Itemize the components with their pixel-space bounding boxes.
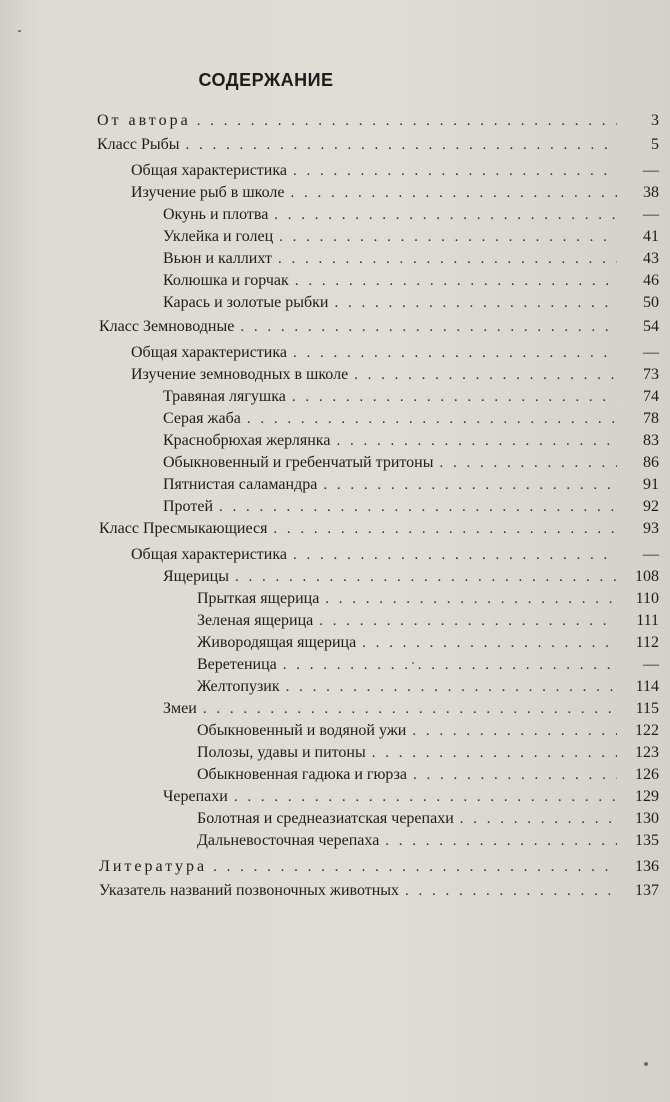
leader-dots (247, 408, 617, 430)
leader-dots (240, 316, 617, 338)
toc-entry-label: Болотная и среднеазиатская черепахи (197, 810, 454, 827)
toc-entry (197, 764, 659, 786)
leader-dots (213, 856, 617, 878)
toc-entry-label: Веретеница (197, 656, 277, 673)
toc-entry-label: Уклейка и голец (163, 228, 274, 245)
leader-dots (186, 134, 618, 156)
toc-entry (99, 518, 659, 540)
toc-entry (197, 588, 659, 610)
toc-entry (163, 270, 659, 292)
leader-dots (293, 160, 617, 182)
leader-dots (336, 430, 617, 452)
toc-entry-label: Пятнистая саламандра (163, 476, 318, 493)
leader-dots (385, 830, 617, 852)
toc-entry-page: 123 (635, 744, 659, 761)
toc-entry-label: Общая характеристика (131, 344, 287, 361)
page-title: СОДЕРЖАНИЕ (198, 70, 334, 90)
toc-entry-label: Литература (99, 858, 208, 875)
toc-entry-page: 122 (635, 722, 659, 739)
toc-entry-label: Ящерицы (163, 568, 229, 585)
toc-entry-page: 41 (643, 228, 659, 245)
toc-entry-page: 111 (636, 612, 659, 629)
toc-entry-page: 3 (651, 112, 659, 129)
toc-entry-page: — (643, 656, 659, 673)
toc-entry-page: 91 (643, 476, 659, 493)
toc-entry (163, 786, 659, 808)
toc-entry-label: Общая характеристика (131, 546, 287, 563)
toc-entry-page: 43 (643, 250, 659, 267)
toc-entry-label: Черепахи (163, 788, 228, 805)
leader-dots (234, 786, 617, 808)
toc-entry-page: — (643, 344, 659, 361)
toc-entry-page: 129 (635, 788, 659, 805)
toc-entry-page: 38 (643, 184, 659, 201)
toc-entry-page: 110 (635, 590, 659, 607)
leader-dots (283, 654, 617, 676)
toc-entry-page: 108 (635, 568, 659, 585)
leader-dots (295, 270, 617, 292)
toc-entry (163, 292, 659, 314)
toc-entry-label: Колюшка и горчак (163, 272, 289, 289)
toc-entry-label: Обыкновенный и гребенчатый тритоны (163, 454, 434, 471)
leader-dots (274, 204, 617, 226)
toc-entry (131, 342, 659, 364)
toc-entry-label: Карась и золотые рыбки (163, 294, 329, 311)
leader-dots (325, 588, 617, 610)
toc-entry-page: 73 (643, 366, 659, 383)
toc-entry (163, 496, 659, 518)
toc-entry-page: 5 (651, 136, 659, 153)
toc-entry (197, 720, 659, 742)
leader-dots (323, 474, 617, 496)
toc-entry-page: 112 (635, 634, 659, 651)
toc-entry-label: Изучение земноводных в школе (131, 366, 349, 383)
toc-entry-page: 126 (635, 766, 659, 783)
toc-entry-page: — (643, 206, 659, 223)
toc-entry-page: 135 (635, 832, 659, 849)
leader-dots (412, 720, 617, 742)
leader-dots (319, 610, 617, 632)
toc-entry-page: 54 (643, 318, 659, 335)
toc-entry-label: Зеленая ящерица (197, 612, 314, 629)
toc-entry-page: 114 (635, 678, 659, 695)
toc-entry-page: 46 (643, 272, 659, 289)
toc-entry (197, 654, 659, 676)
toc-entry-label: Краснобрюхая жерлянка (163, 432, 331, 449)
toc-entry-page: 137 (635, 882, 659, 899)
toc-entry-label: От автора (97, 112, 191, 129)
toc-entry (163, 386, 659, 408)
toc-entry-label: Обыкновенный и водяной ужи (197, 722, 407, 739)
toc-entry (99, 856, 659, 878)
toc-entry (131, 182, 659, 204)
toc-entry (163, 430, 659, 452)
toc-entry (163, 474, 659, 496)
toc-entry-page: — (643, 546, 659, 563)
print-speck (18, 30, 21, 32)
toc-entry-label: Окунь и плотва (163, 206, 269, 223)
leader-dots (413, 764, 617, 786)
toc-entry (197, 808, 659, 830)
toc-entry-page: 115 (635, 700, 659, 717)
leader-dots (405, 880, 617, 902)
leader-dots (372, 742, 617, 764)
toc-entry (97, 134, 659, 156)
leader-dots (293, 342, 617, 364)
leader-dots (292, 386, 617, 408)
toc-entry-page: 74 (643, 388, 659, 405)
toc-entry-label: Прыткая ящерица (197, 590, 320, 607)
toc-entry-label: Травяная лягушка (163, 388, 286, 405)
toc-entry (197, 830, 659, 852)
toc-entry (131, 544, 659, 566)
leader-dots (293, 544, 617, 566)
toc-entry (131, 160, 659, 182)
leader-dots (197, 110, 617, 132)
print-speck (644, 1062, 648, 1066)
toc-entry-page: — (643, 162, 659, 179)
toc-entry-label: Обыкновенная гадюка и гюрза (197, 766, 408, 783)
print-speck (412, 662, 414, 664)
leader-dots (291, 182, 617, 204)
leader-dots (279, 226, 617, 248)
toc-entry-page: 130 (635, 810, 659, 827)
toc-entry-page: 93 (643, 520, 659, 537)
leader-dots (439, 452, 617, 474)
toc-entry-page: 86 (643, 454, 659, 471)
toc-entry-label: Изучение рыб в школе (131, 184, 285, 201)
toc-entry-label: Указатель названий позвоночных животных (99, 882, 400, 899)
leader-dots (362, 632, 617, 654)
toc-entry-label: Класс Пресмыкающиеся (99, 520, 268, 537)
toc-entry (163, 204, 659, 226)
toc-entry (163, 408, 659, 430)
toc-entry-label: Живородящая ящерица (197, 634, 357, 651)
toc-entry (97, 110, 659, 132)
leader-dots (278, 248, 617, 270)
toc-entry-label: Класс Земноводные (99, 318, 235, 335)
toc-entry (197, 610, 659, 632)
toc-entry-label: Желтопузик (197, 678, 280, 695)
toc-entry-label: Общая характеристика (131, 162, 287, 179)
toc-entry-label: Класс Рыбы (97, 136, 180, 153)
leader-dots (286, 676, 617, 698)
toc-entry-page: 50 (643, 294, 659, 311)
toc-entry (99, 880, 659, 902)
toc-entry (197, 742, 659, 764)
leader-dots (460, 808, 617, 830)
toc-entry (163, 226, 659, 248)
toc-entry-page: 92 (643, 498, 659, 515)
toc-entry-label: Протей (163, 498, 213, 515)
toc-entry (163, 698, 659, 720)
toc-entry-label: Полозы, удавы и питоны (197, 744, 366, 761)
toc-entry-page: 136 (635, 858, 659, 875)
leader-dots (219, 496, 617, 518)
leader-dots (203, 698, 617, 720)
leader-dots (273, 518, 617, 540)
toc-entry-label: Змеи (163, 700, 197, 717)
leader-dots (235, 566, 617, 588)
toc-entry (197, 632, 659, 654)
toc-entry-label: Дальневосточная черепаха (197, 832, 380, 849)
leader-dots (334, 292, 617, 314)
toc-entry-page: 78 (643, 410, 659, 427)
toc-entry (131, 364, 659, 386)
toc-entry (197, 676, 659, 698)
toc-entry-page: 83 (643, 432, 659, 449)
toc-entry (163, 566, 659, 588)
toc-entry (163, 248, 659, 270)
leader-dots (354, 364, 617, 386)
toc-entry-label: Вьюн и каллихт (163, 250, 272, 267)
toc-entry-label: Серая жаба (163, 410, 241, 427)
toc-entry (163, 452, 659, 474)
toc-entry (99, 316, 659, 338)
